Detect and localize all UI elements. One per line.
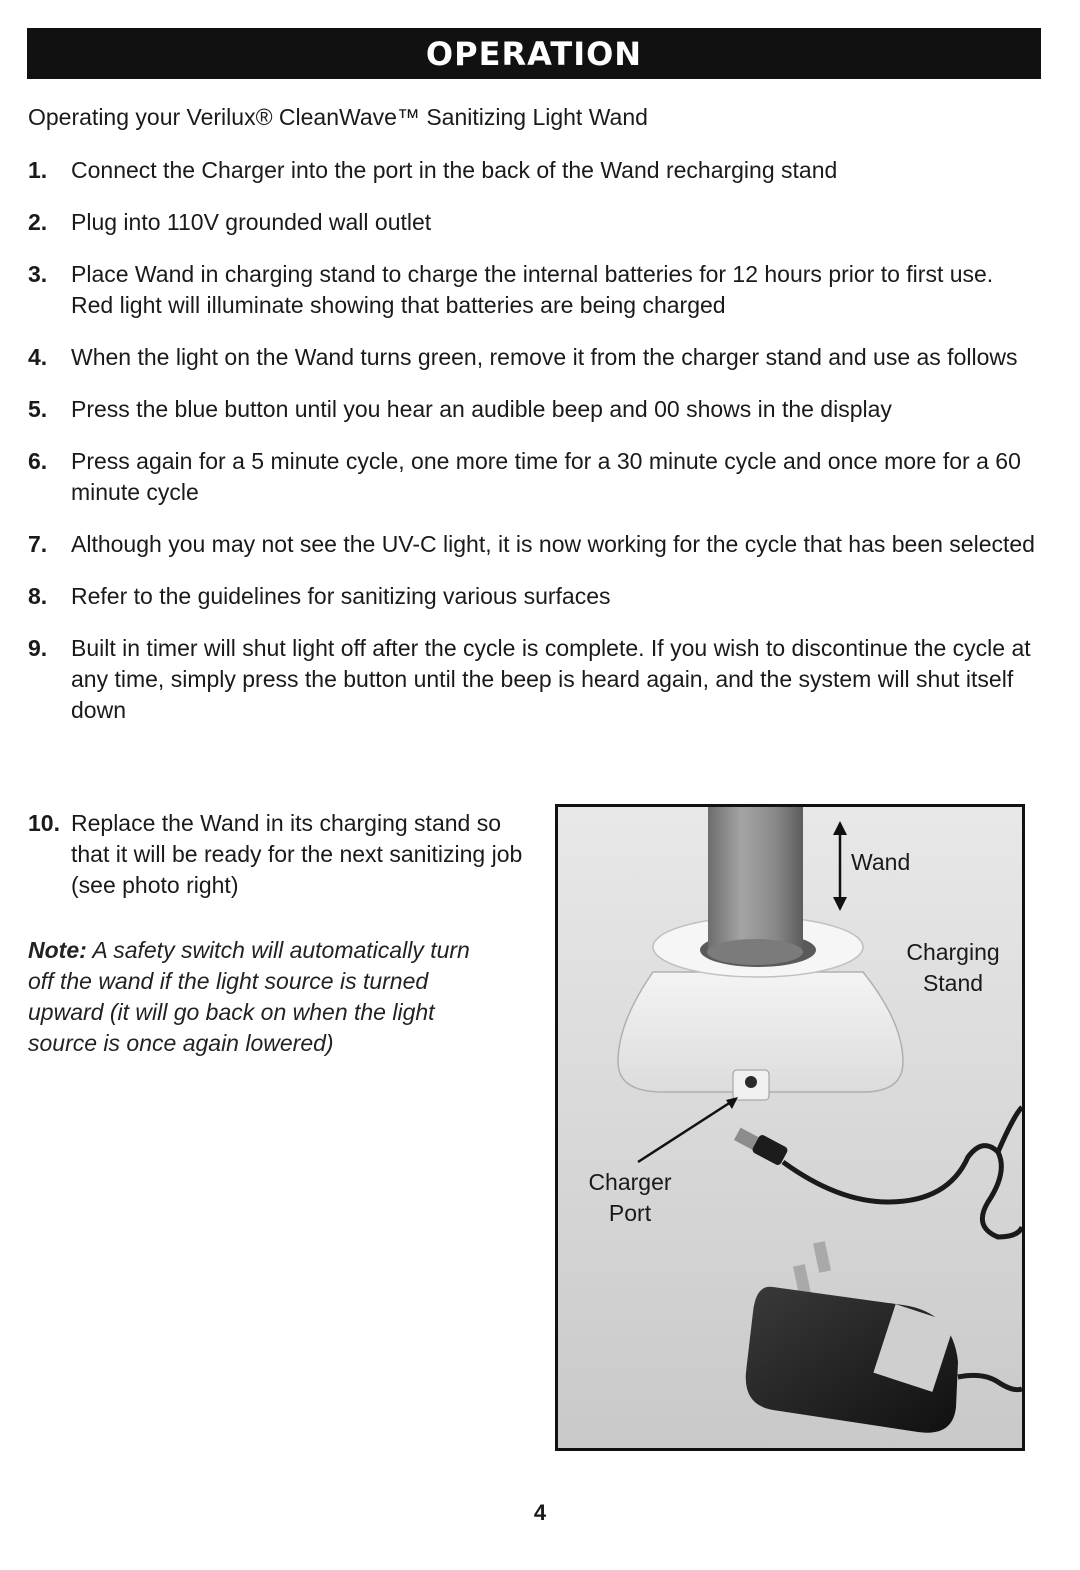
charging-stand-label-line1: Charging bbox=[906, 939, 1000, 965]
step-item bbox=[28, 808, 528, 901]
section-header-bar bbox=[27, 28, 1041, 79]
steps-list bbox=[28, 155, 1040, 747]
step-item bbox=[28, 342, 1040, 373]
step-text: Although you may not see the UV-C light, it is now working for the cycle that has been selected bbox=[71, 531, 1035, 557]
step-item bbox=[28, 446, 1040, 508]
step-text: Press again for a 5 minute cycle, one more time for a 30 minute cycle and once more for a 60 minute cycle bbox=[71, 448, 1021, 505]
step-item bbox=[28, 529, 1040, 560]
step-text: Connect the Charger into the port in the back of the Wand recharging stand bbox=[71, 157, 838, 183]
charger-port-label-line1: Charger bbox=[588, 1169, 672, 1195]
wand-bottom bbox=[707, 939, 803, 965]
product-photo bbox=[555, 804, 1025, 1451]
step-text: Replace the Wand in its charging stand so that it will be ready for the next sanitizing job (see photo right) bbox=[71, 810, 523, 898]
charger-port-hole bbox=[745, 1076, 757, 1088]
step-item bbox=[28, 155, 1040, 186]
step-number: 5. bbox=[28, 396, 48, 422]
step-number: 9. bbox=[28, 635, 48, 661]
wand-tube bbox=[708, 807, 803, 952]
step-item bbox=[28, 259, 1040, 321]
step-number: 3. bbox=[28, 261, 48, 287]
step-text: Place Wand in charging stand to charge the internal batteries for 12 hours prior to first use. Red light will illuminate showing that batteries are being charged bbox=[71, 261, 994, 318]
product-illustration bbox=[558, 807, 1022, 1448]
note-text: A safety switch will automatically turn off the wand if the light source is turned upward (it will go back on when the light source is once again lowered) bbox=[28, 937, 470, 1056]
step-number: 6. bbox=[28, 448, 48, 474]
page-number: 4 bbox=[533, 1500, 547, 1525]
step-number: 1. bbox=[28, 157, 48, 183]
charging-stand-label-line2: Stand bbox=[922, 970, 984, 996]
step-text: Plug into 110V grounded wall outlet bbox=[71, 209, 432, 235]
charger-port-label-line2: Port bbox=[608, 1200, 652, 1226]
section-title: OPERATION bbox=[425, 34, 643, 73]
step-item bbox=[28, 394, 1040, 425]
intro-text: Operating your Verilux® CleanWave™ Sanitizing Light Wand bbox=[28, 104, 648, 130]
step-text: Press the blue button until you hear an audible beep and 00 shows in the display bbox=[71, 396, 892, 422]
step-item bbox=[28, 207, 1040, 238]
step-text: Refer to the guidelines for sanitizing various surfaces bbox=[71, 583, 611, 609]
step-number: 7. bbox=[28, 531, 48, 557]
step-item bbox=[28, 633, 1040, 726]
step-item bbox=[28, 581, 1040, 612]
step-number: 8. bbox=[28, 583, 48, 609]
charging-stand-label bbox=[898, 937, 1008, 999]
charger-port-label bbox=[576, 1167, 684, 1229]
note-label: Note: bbox=[28, 937, 87, 963]
safety-note bbox=[28, 935, 498, 1059]
step-number: 2. bbox=[28, 209, 48, 235]
step-number: 10. bbox=[28, 810, 60, 836]
wand-label: Wand bbox=[851, 849, 911, 875]
step-number: 4. bbox=[28, 344, 48, 370]
step-text: Built in timer will shut light off after the cycle is complete. If you wish to discontinue the cycle at any time, simply press the button until the beep is heard again, and the system will shut itself down bbox=[71, 635, 1031, 723]
step-text: When the light on the Wand turns green, remove it from the charger stand and use as follows bbox=[71, 344, 1018, 370]
